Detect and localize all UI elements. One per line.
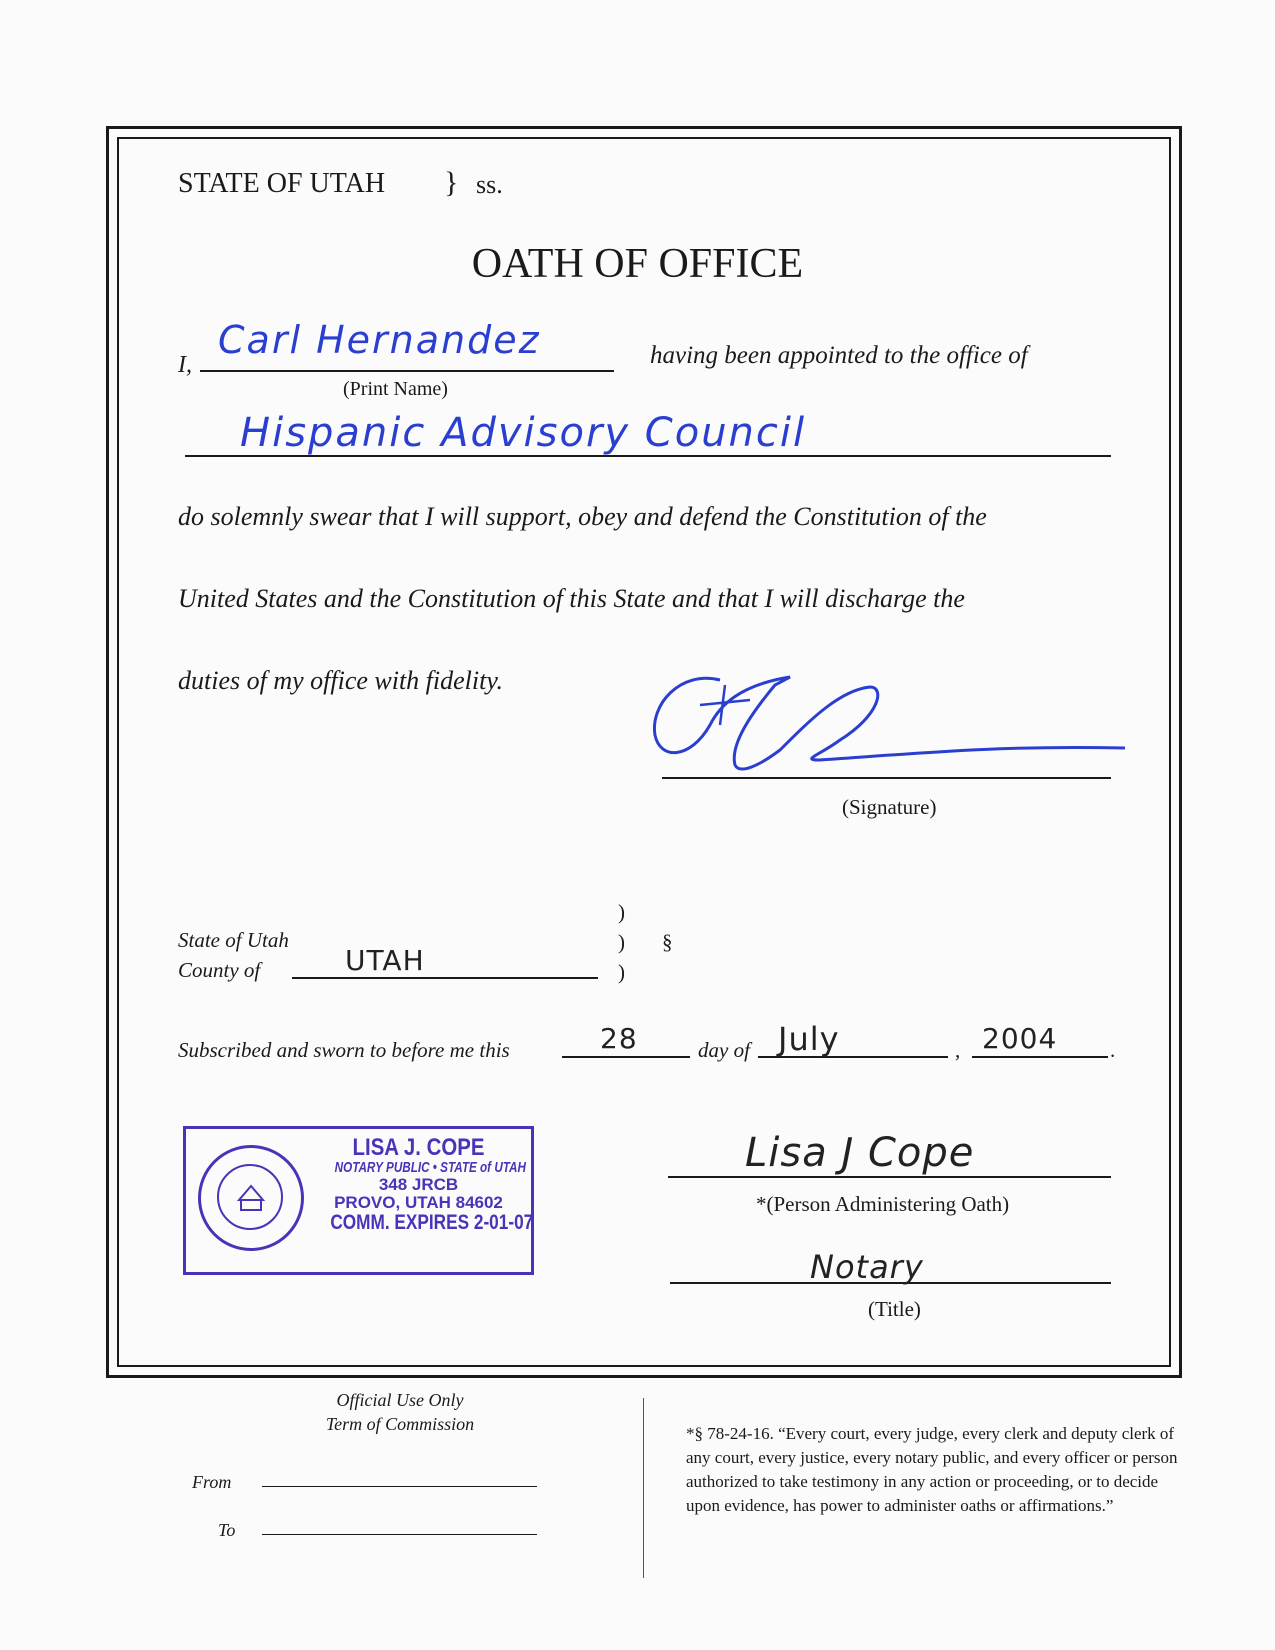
administering-caption: *(Person Administering Oath) [756,1192,1010,1216]
year-handwriting: 2004 [982,1022,1058,1055]
comma: , [955,1038,961,1062]
stamp-notary-title: NOTARY PUBLIC • STATE of UTAH [334,1159,526,1177]
office-handwriting: Hispanic Advisory Council [240,410,807,456]
sworn-prefix: Subscribed and sworn to before me this [178,1038,510,1062]
state-seal-icon [198,1145,304,1251]
county-handwriting: UTAH [345,944,425,977]
signature-caption: (Signature) [842,795,937,819]
administering-signature-line [668,1176,1111,1178]
statute-note: *§ 78-24-16. “Every court, every judge, every clerk and deputy clerk of any court, every justice, every notary public, and every officer or person authorized to take testimony in any action or proceeding, or to decide upon evidence, has power to administer oaths or affirmations.” [686,1424,1178,1515]
page-title: OATH OF OFFICE [471,241,804,287]
county-line [292,977,598,979]
from-label: From [192,1472,232,1492]
notary-stamp [183,1126,534,1275]
stamp-address-2: PROVO, UTAH 84602 [334,1192,503,1212]
officer-signature [640,665,1130,785]
month-handwriting: July [778,1020,840,1058]
period: . [1110,1038,1116,1062]
to-label: To [218,1520,236,1540]
state-brace: } [444,166,459,199]
venue-paren-3: ) [618,960,625,984]
administering-signature: Lisa J Cope [745,1130,975,1176]
venue-county-label: County of [178,958,261,982]
term-of-commission-label: Term of Commission [325,1414,475,1434]
venue-state-label: State of Utah [178,928,289,952]
day-line [562,1056,690,1058]
day-of-text: day of [698,1038,750,1062]
stamp-expiration: COMM. EXPIRES 2-01-07 [330,1210,534,1234]
oath-line-2: United States and the Constitution of this State and that I will discharge the [178,584,965,613]
oath-line-3: duties of my office with fidelity. [178,666,503,695]
i-prefix: I, [178,352,192,378]
name-line [200,370,614,372]
venue-paren-1: ) [618,900,625,924]
printed-name-handwriting: Carl Hernandez [218,318,541,362]
stamp-notary-name: LISA J. COPE [352,1134,485,1161]
ss-text: ss. [476,170,503,199]
to-line [262,1534,537,1535]
year-line [972,1056,1108,1058]
day-handwriting: 28 [600,1022,638,1055]
appointed-text: having been appointed to the office of [650,342,1028,369]
official-use-label: Official Use Only [336,1390,464,1410]
signature-line [662,777,1111,779]
footer-divider [643,1398,644,1578]
venue-paren-2: ) [618,930,625,954]
state-heading: STATE OF UTAH [178,168,386,199]
stamp-address-1: 348 JRCB [378,1174,459,1194]
from-line [262,1486,537,1487]
oath-line-1: do solemnly swear that I will support, obey and defend the Constitution of the [178,502,987,531]
print-name-caption: (Print Name) [343,378,448,400]
title-caption: (Title) [868,1297,921,1321]
title-handwriting: Notary [810,1248,924,1286]
section-mark: § [662,930,673,954]
